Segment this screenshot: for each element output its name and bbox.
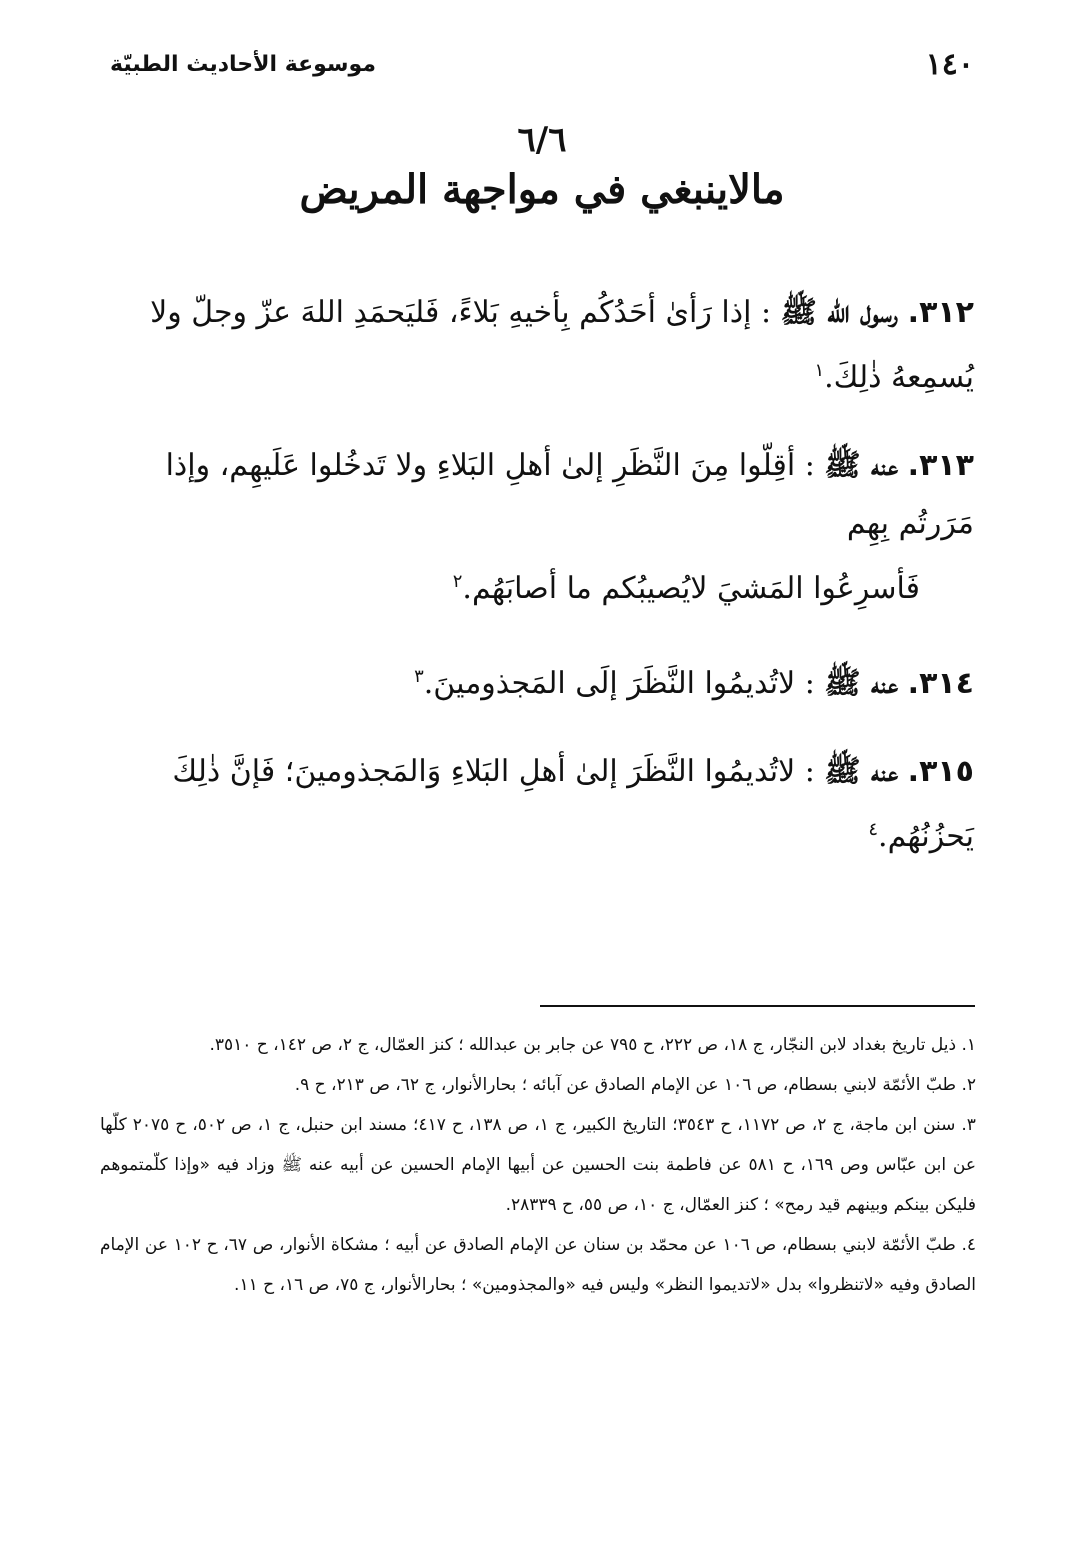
hadith-text: : أقِلّوا مِنَ النَّظَرِ إلىٰ أهلِ البَلاءِ ولا تَدخُلوا عَلَيهِم، وإذا مَرَرتُم بِهِم	[165, 448, 974, 541]
hadith-narrator: عنه ﷺ	[824, 448, 899, 483]
page-number: ١٤٠	[925, 46, 974, 82]
running-head	[110, 44, 974, 84]
hadith-315	[110, 743, 974, 866]
footnote-ref: ٣	[414, 666, 424, 687]
hadith-narrator: عنه ﷺ	[824, 754, 899, 789]
footnote-2: ٢. طبّ الأئمّة لابني بسطام، ص ١٠٦ عن الإمام الصادق عن آبائه ؛ بحارالأنوار، ج ٦٢، ص ٢١٣، ح ٩.	[294, 1075, 976, 1095]
footnote-ref: ١	[814, 360, 825, 381]
hadith-text: : إذا رَأىٰ أحَدُكُم بِأخيهِ بَلاءً، فَليَحمَدِ اللهَ عزّ وجلّ ولا يُسمِعهُ ذٰلِكَ.	[150, 295, 974, 395]
hadith-314	[110, 648, 974, 713]
footnote-4: ٤. طبّ الأئمّة لابني بسطام، ص ١٠٦ عن محمّد بن سنان عن الإمام الصادق عن أبيه ؛ مشكاة الأنوار، ص ٦٧، ح ١٠٢ عن الإمام الصادق وفيه «لاتنظروا» بدل «لاتديموا النظر» وليس فيه «والمجذومين» ؛ بحارالأنوار، ج ٧٥، ص ١٦، ح ١١.	[100, 1235, 976, 1295]
section-number: ٦/٦	[517, 120, 567, 160]
hadith-narrator: عنه ﷺ	[824, 666, 899, 701]
hadith-number: ٣١٣.	[907, 448, 974, 483]
hadith-text: : لاتُديمُوا النَّظَرَ إلَى المَجذومينَ.	[423, 666, 815, 701]
hadith-number: ٣١٤.	[907, 666, 974, 701]
hadith-313	[110, 437, 974, 618]
footnote-divider	[540, 1005, 975, 1007]
section-title: مالاينبغي في مواجهة المريض	[299, 166, 785, 213]
hadith-text-continued: فَأسرِعُوا المَشيَ لايُصيبُكم ما أصابَهُم.	[462, 571, 920, 606]
footnote-ref: ٤	[868, 819, 879, 840]
hadith-312	[110, 284, 974, 407]
footnote-3: ٣. سنن ابن ماجة، ج ٢، ص ١١٧٢، ح ٣٥٤٣؛ التاريخ الكبير، ج ١، ص ١٣٨، ح ٤١٧؛ مسند ابن حنبل، ج ١، ص ٥٠٢، ح ٢٠٧٥ كلّها عن ابن عبّاس وص ١٦٩، ح ٥٨١ عن فاطمة بنت الحسين عن أبيها الإمام الحسين عن أبيه عنه ﷺ وزاد فيه «وإذا كلّمتموهم فليكن بينكم وبينهم قيد رمح» ؛ كنز العمّال، ج ١٠، ص ٥٥، ح ٢٨٣٣٩.	[100, 1115, 976, 1215]
hadith-text: : لاتُديمُوا النَّظَرَ إلىٰ أهلِ البَلاءِ وَالمَجذومينَ؛ فَإنَّ ذٰلِكَ يَحزُنُهُم.	[172, 754, 974, 854]
book-title: موسوعة الأحاديث الطبيّة	[110, 51, 376, 77]
hadith-list	[110, 254, 974, 880]
footnotes	[100, 1025, 976, 1305]
hadith-number: ٣١٢.	[907, 295, 974, 330]
footnote-1: ١. ذيل تاريخ بغداد لابن النجّار، ج ١٨، ص ٢٢٢، ح ٧٩٥ عن جابر بن عبدالله ؛ كنز العمّال، ج ٢، ص ١٤٢، ح ٣٥١٠.	[209, 1035, 976, 1055]
hadith-number: ٣١٥.	[907, 754, 974, 789]
hadith-narrator: رسول الله ﷺ	[780, 295, 899, 330]
footnote-ref: ٢	[452, 571, 463, 592]
